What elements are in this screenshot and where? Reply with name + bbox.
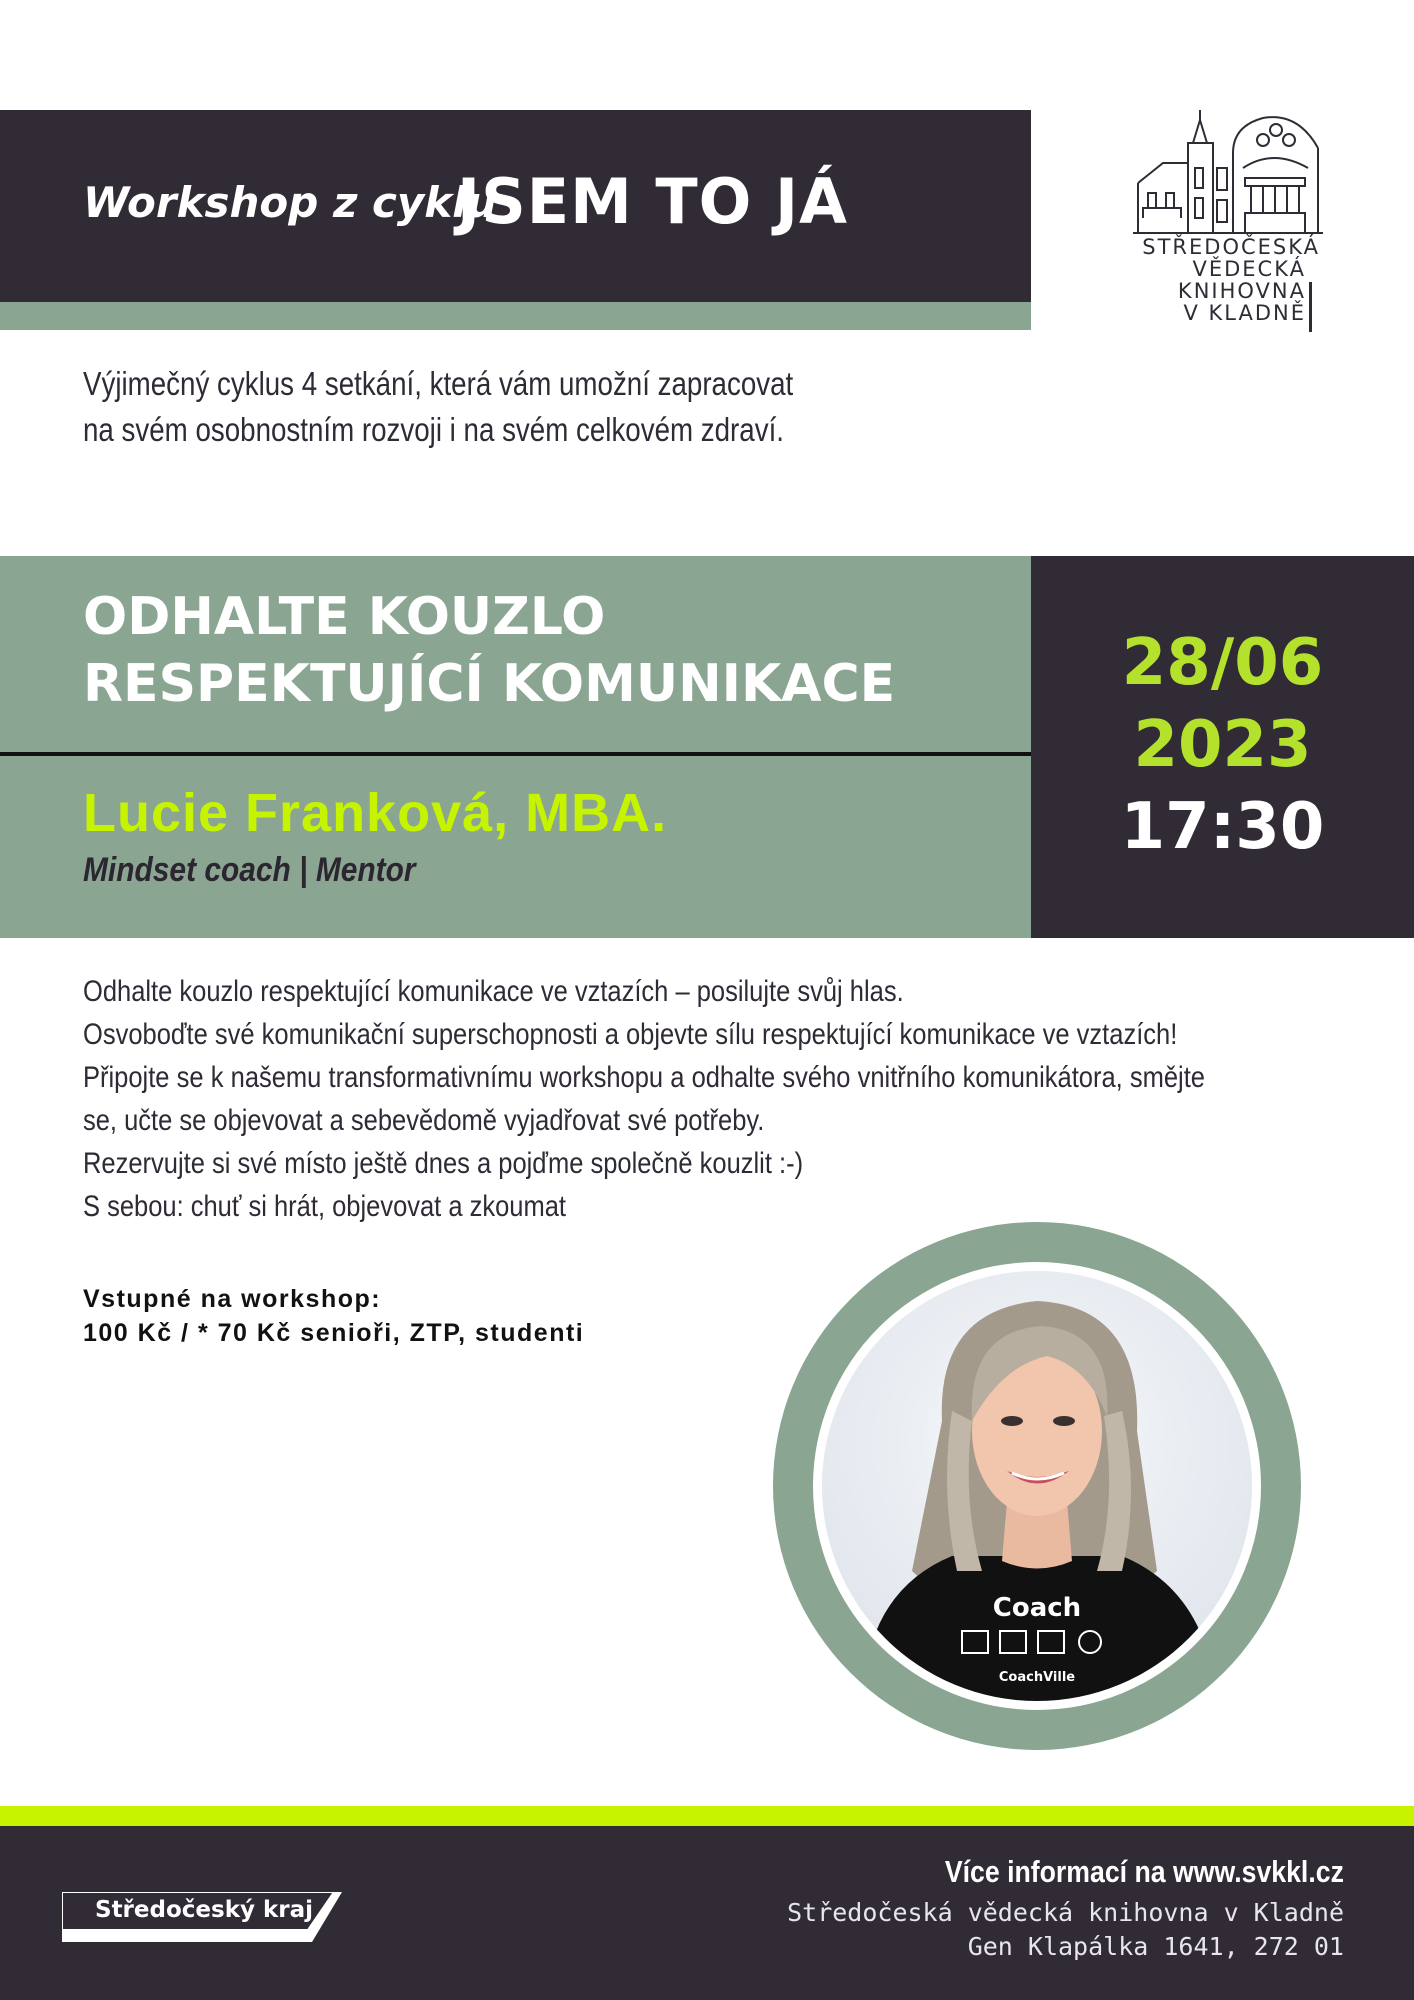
series-prefix: Workshop z cyklu xyxy=(83,178,497,227)
description-line: Odhalte kouzlo respektující komunikace ve vztazích – posilujte svůj hlas. xyxy=(83,975,904,1008)
logo-bar xyxy=(1309,282,1312,332)
speaker-photo xyxy=(822,1271,1252,1701)
title-divider xyxy=(0,752,1031,756)
speaker-portrait-icon xyxy=(822,1271,1252,1701)
intro-text xyxy=(83,361,973,453)
event-time: 17:30 xyxy=(1120,790,1325,864)
event-date: 28/06 xyxy=(1121,626,1324,700)
logo-line: KNIHOVNA xyxy=(1177,279,1306,303)
footer-accent-line xyxy=(0,1806,1414,1826)
shirt-text: Coach xyxy=(992,1593,1082,1623)
event-description xyxy=(83,970,1205,1228)
region-badge-text: Středočeský kraj xyxy=(95,1897,314,1923)
event-year: 2023 xyxy=(1133,708,1312,782)
intro-line: na svém osobnostním rozvoji i na svém celkovém zdraví. xyxy=(83,411,784,448)
intro-line: Výjimečný cyklus 4 setkání, která vám umožní zapracovat xyxy=(83,365,794,402)
header-accent-stripe xyxy=(0,302,1031,330)
event-title xyxy=(83,584,895,718)
footer-address-line: Gen Klapálka 1641, 272 01 xyxy=(967,1932,1344,1961)
description-line: S sebou: chuť si hrát, objevovat a zkoumat xyxy=(83,1190,566,1223)
event-date-time xyxy=(1031,622,1414,868)
footer-info xyxy=(787,1854,1344,1964)
logo-line: V KLADNĚ xyxy=(1183,301,1306,325)
event-title-line: ODHALTE KOUZLO xyxy=(83,587,606,647)
description-line: Připojte se k našemu transformativnímu workshopu a odhalte svého vnitřního komunikátora, smějte xyxy=(83,1061,1205,1094)
library-building-logo-icon xyxy=(1133,108,1323,238)
logo-line: STŘEDOČESKÁ xyxy=(1142,235,1320,259)
description-line: Osvoboďte své komunikační superschopnosti a objevte sílu respektující komunikace ve vztazích! xyxy=(83,1018,1178,1051)
speaker-name: Lucie Franková, MBA. xyxy=(83,783,668,843)
shirt-brand: CoachVille xyxy=(998,1670,1076,1685)
description-line: Rezervujte si své místo ještě dnes a pojďme společně kouzlit :-) xyxy=(83,1147,804,1180)
price-label: Vstupné na workshop: xyxy=(83,1285,382,1313)
description-line: se, učte se objevovat a sebevědomě vyjadřovat své potřeby. xyxy=(83,1104,765,1137)
footer-address-line: Středočeská vědecká knihovna v Kladně xyxy=(787,1898,1344,1927)
price-value: 100 Kč / * 70 Kč senioři, ZTP, studenti xyxy=(83,1319,585,1347)
logo-line: VĚDECKÁ xyxy=(1192,257,1306,281)
series-title: JSEM TO JÁ xyxy=(457,165,848,238)
event-title-line: RESPEKTUJÍCÍ KOMUNIKACE xyxy=(83,654,896,714)
speaker-role: Mindset coach | Mentor xyxy=(83,851,416,889)
footer-website: Více informací na www.svkkl.cz xyxy=(944,1854,1344,1889)
admission-price xyxy=(83,1282,584,1350)
library-logo-text xyxy=(1130,236,1320,324)
